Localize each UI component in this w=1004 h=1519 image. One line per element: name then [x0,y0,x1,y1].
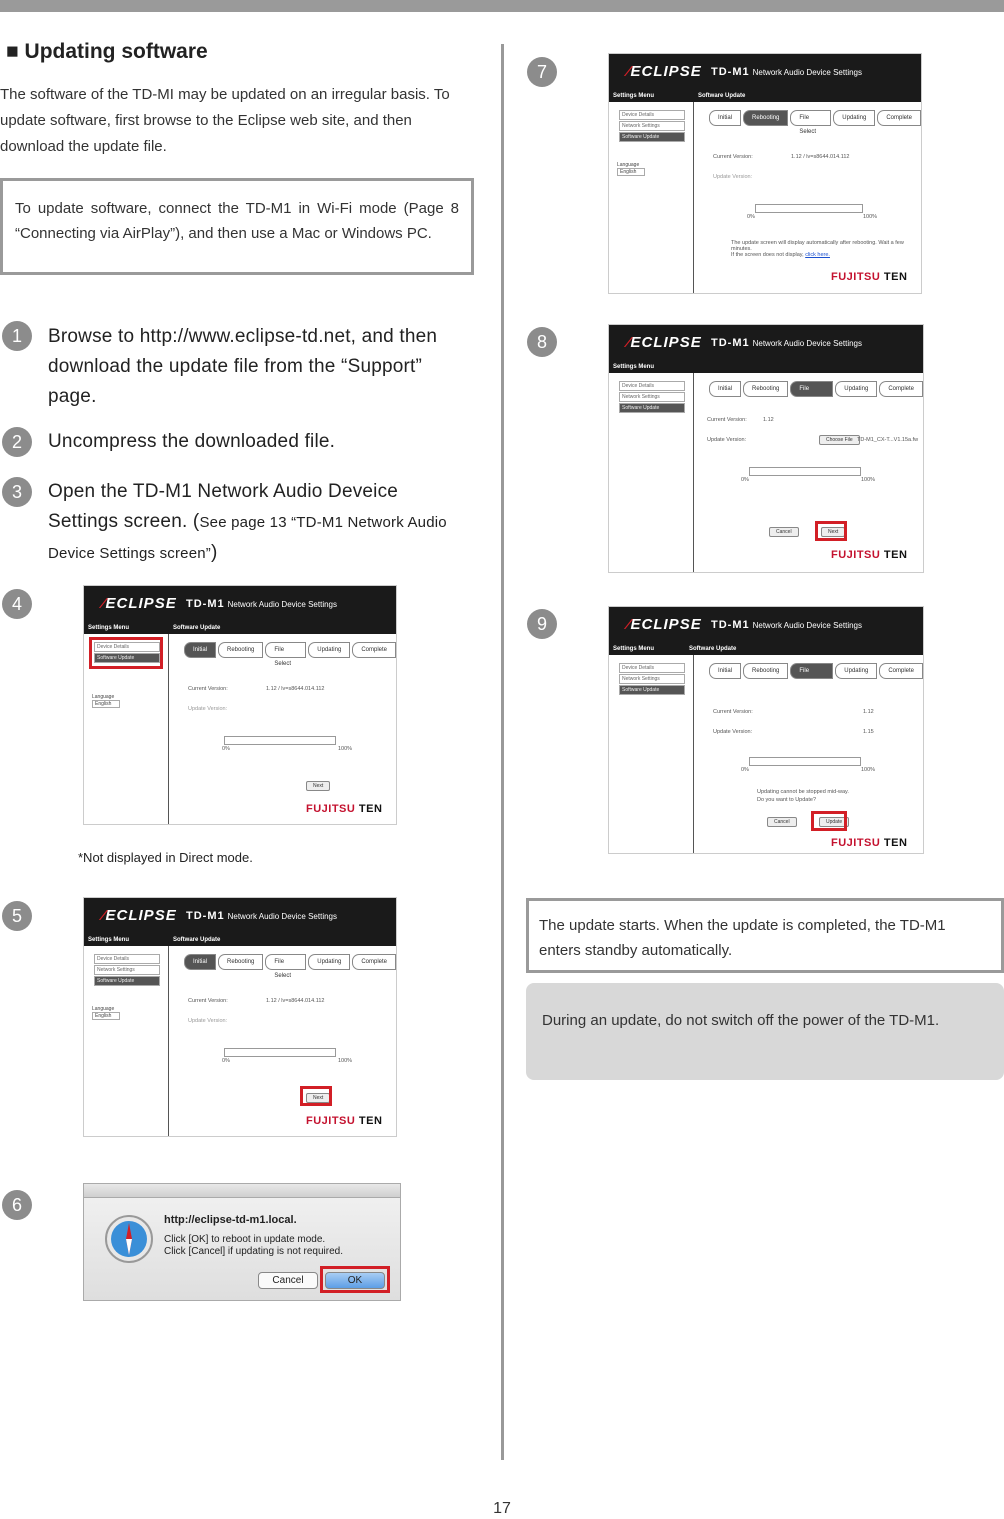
dialog-url: http://eclipse-td-m1.local. [164,1214,297,1226]
step-number-2: 2 [2,427,32,457]
menu-software-update[interactable]: Software Update [619,685,685,695]
safari-compass-icon [104,1214,154,1264]
ss-header [84,586,396,624]
ss-title: TD-M1 Network Audio Device Settings [711,619,862,631]
step-number-7: 7 [527,57,557,87]
page-number: 17 [493,1500,511,1517]
flow-initial: Initial [709,110,741,126]
flow-rebooting: Rebooting [743,663,788,679]
update-flow [184,642,396,667]
bar-min: 0% [222,1058,230,1064]
warning-box: During an update, do not switch off the power of the TD-M1. [526,983,1004,1080]
section-heading [6,40,208,64]
flow-rebooting: Rebooting [743,381,788,397]
bar-max: 100% [861,767,876,773]
flow-complete: Complete [352,642,396,658]
settings-menu-label: Settings Menu [613,646,655,652]
settings-menu-label: Settings Menu [88,937,130,943]
update-version-label: Update Version: [188,706,228,712]
flow-file-select: File Select [790,110,831,126]
update-version-label: Update Version: [713,174,753,180]
selected-file-name: TD-M1_CX-T...V1.15a.fw [857,437,919,443]
software-update-label: Software Update [698,93,746,99]
fujitsu-ten-logo: FUJITSU TEN [306,1115,383,1127]
menu-device-details[interactable]: Device Details [619,381,685,391]
step-number-4: 4 [2,589,32,619]
highlight-box [300,1086,332,1106]
info-box: The update starts. When the update is completed, the TD-M1 enters standby automatically. [526,898,1004,973]
software-update-label: Software Update [173,625,221,631]
bar-min: 0% [741,767,749,773]
ss-title: TD-M1 Network Audio Device Settings [711,337,862,349]
update-flow [709,381,923,406]
menu-network-settings[interactable]: Network Settings [94,965,160,975]
update-version-label: Update Version: [188,1018,228,1024]
current-version-value: 1.12 / lv=s8644.014.112 [791,154,850,160]
bar-min: 0% [222,746,230,752]
flow-complete: Complete [879,663,923,679]
flow-initial: Initial [184,954,216,970]
update-version-value: 1.15 [863,729,874,735]
flow-file-select: File Select [790,663,833,679]
progress-bar [224,736,336,745]
progress-bar [755,204,863,213]
current-version-label: Current Version: [188,686,228,692]
ss-subheader [84,624,396,634]
ss-title: TD-M1 Network Audio Device Settings [711,66,862,78]
flow-file-select: File Select [265,954,306,970]
flow-initial: Initial [709,663,741,679]
flow-rebooting: Rebooting [218,642,263,658]
step-number-3: 3 [2,477,32,507]
progress-bar [749,467,861,476]
eclipse-logo: ⁄ECLIPSE [627,334,702,351]
eclipse-logo: ⁄ECLIPSE [102,907,177,924]
eclipse-logo: ⁄ECLIPSE [627,63,702,80]
current-version-value: 1.12 / lv=s8644.014.112 [266,998,325,1004]
dialog-ok-button[interactable]: OK [325,1272,385,1289]
language-select[interactable]: Language English [92,694,120,708]
ss-title: TD-M1 Network Audio Device Settings [186,598,337,610]
update-version-label: Update Version: [713,729,753,735]
menu-network-settings[interactable]: Network Settings [619,392,685,402]
menu-software-update[interactable]: Software Update [94,976,160,986]
current-version-label: Current Version: [707,417,747,423]
language-select[interactable]: Language English [617,162,645,176]
dialog-line-2: Click [Cancel] if updating is not required. [164,1246,343,1257]
step-number-8: 8 [527,327,557,357]
next-button[interactable]: Next [306,1093,330,1103]
current-version-label: Current Version: [713,709,753,715]
ss-sidebar [609,655,694,853]
step-number-5: 5 [2,901,32,931]
current-version-value: 1.12 / lv=s8644.014.112 [266,686,325,692]
fujitsu-ten-logo: FUJITSU TEN [831,837,908,849]
menu-software-update[interactable]: Software Update [619,403,685,413]
ss-sidebar [84,946,169,1136]
top-bar [0,0,1004,12]
settings-menu-label: Settings Menu [613,93,655,99]
dialog-cancel-button[interactable]: Cancel [258,1272,318,1289]
screenshot-step-7 [608,53,922,294]
progress-bar [749,757,861,766]
screenshot-step-5 [83,897,397,1137]
highlight-box [811,811,847,831]
fujitsu-ten-logo: FUJITSU TEN [831,549,908,561]
bar-min: 0% [741,477,749,483]
update-flow [184,954,396,979]
current-version-label: Current Version: [713,154,753,160]
software-update-label: Software Update [173,937,221,943]
step-3-main: Open the TD-M1 Network Audio Deveice Settings screen. ( [48,481,399,532]
flow-file-select: File Select [790,381,833,397]
dialog-body [164,1234,343,1258]
reboot-message-1: The update screen will display automatically after rebooting. Wait a few minutes. [731,240,904,252]
bar-max: 100% [863,214,878,220]
current-version-label: Current Version: [188,998,228,1004]
eclipse-logo: ⁄ECLIPSE [102,595,177,612]
dialog-titlebar [84,1184,400,1198]
highlight-box [89,637,163,669]
update-flow [709,110,921,135]
reboot-message-2: If the screen does not display, click here. [731,252,830,258]
fujitsu-ten-logo: FUJITSU TEN [831,271,908,283]
dialog-line-1: Click [OK] to reboot in update mode. [164,1234,326,1245]
step-2-text: Uncompress the downloaded file. [48,431,336,452]
screenshot-step-8 [608,324,924,573]
flow-updating: Updating [308,642,350,658]
flow-rebooting: Rebooting [743,110,788,126]
flow-complete: Complete [352,954,396,970]
current-version-value: 1.12 [763,417,774,423]
update-version-label: Update Version: [707,437,747,443]
fujitsu-ten-logo: FUJITSU TEN [306,803,383,815]
settings-menu-label: Settings Menu [88,625,130,631]
menu-device-details[interactable]: Device Details [94,642,160,652]
choose-file-button[interactable]: Choose File [819,435,860,445]
next-button[interactable]: Next [306,781,330,791]
heading-bullet: ■ [6,40,19,63]
current-version-value: 1.12 [863,709,874,715]
flow-updating: Updating [835,663,877,679]
intro-text: The software of the TD-MI may be updated on an irregular basis. To update software, first browse to the Eclipse web site, and then download the update file. [0,86,450,155]
stop-message-2: Do you want to Update? [757,797,817,803]
flow-updating: Updating [835,381,877,397]
flow-complete: Complete [877,110,921,126]
flow-initial: Initial [184,642,216,658]
menu-network-settings[interactable]: Network Settings [619,674,685,684]
cancel-button[interactable]: Cancel [767,817,797,827]
step-number-6: 6 [2,1190,32,1220]
column-divider [501,44,504,1460]
note-box: To update software, connect the TD-M1 in Wi-Fi mode (Page 8 “Connecting via AirPlay”), and then use a Mac or Windows PC. [0,178,474,275]
step-number-1: 1 [2,321,32,351]
bar-max: 100% [861,477,876,483]
step-number-9: 9 [527,609,557,639]
flow-file-select: File Select [265,642,306,658]
stop-message-1: Updating cannot be stopped mid-way. [757,789,849,795]
ss-title: TD-M1 Network Audio Device Settings [186,910,337,922]
update-button[interactable]: Update [819,817,849,827]
bar-max: 100% [338,1058,353,1064]
update-flow [709,663,923,688]
ss-sidebar [609,102,694,293]
screenshot-step-9 [608,606,924,854]
flow-updating: Updating [308,954,350,970]
ss-sidebar [609,373,694,572]
flow-complete: Complete [879,381,923,397]
screenshot-step-4 [83,585,397,825]
progress-bar [224,1048,336,1057]
reboot-dialog [83,1183,401,1301]
flow-updating: Updating [833,110,875,126]
highlight-box [815,521,847,541]
menu-device-details[interactable]: Device Details [619,663,685,673]
language-select[interactable]: Language English [92,1006,120,1020]
step-3-tail: ) [211,542,218,563]
footnote: *Not displayed in Direct mode. [78,850,253,865]
highlight-box [320,1266,390,1293]
menu-device-details[interactable]: Device Details [619,110,685,120]
software-update-label: Software Update [689,646,737,652]
step-1-text: Browse to http://www.eclipse-td.net, and then download the update file from the “Support” page. [48,326,438,407]
flow-rebooting: Rebooting [218,954,263,970]
step-3-text [48,477,458,569]
menu-software-update[interactable]: Software Update [619,132,685,142]
heading-text: Updating software [24,40,208,63]
cancel-button[interactable]: Cancel [769,527,799,537]
menu-network-settings[interactable]: Network Settings [619,121,685,131]
click-here-link[interactable]: click here. [805,252,830,258]
next-button[interactable]: Next [821,527,845,537]
flow-initial: Initial [709,381,741,397]
settings-menu-label: Settings Menu [613,364,655,370]
menu-software-update[interactable]: Software Update [94,653,160,663]
menu-device-details[interactable]: Device Details [94,954,160,964]
bar-min: 0% [747,214,755,220]
eclipse-logo: ⁄ECLIPSE [627,616,702,633]
step-3-ref: See page 13 “TD-M1 Network Audio Device Settings screen” [48,514,447,562]
bar-max: 100% [338,746,353,752]
